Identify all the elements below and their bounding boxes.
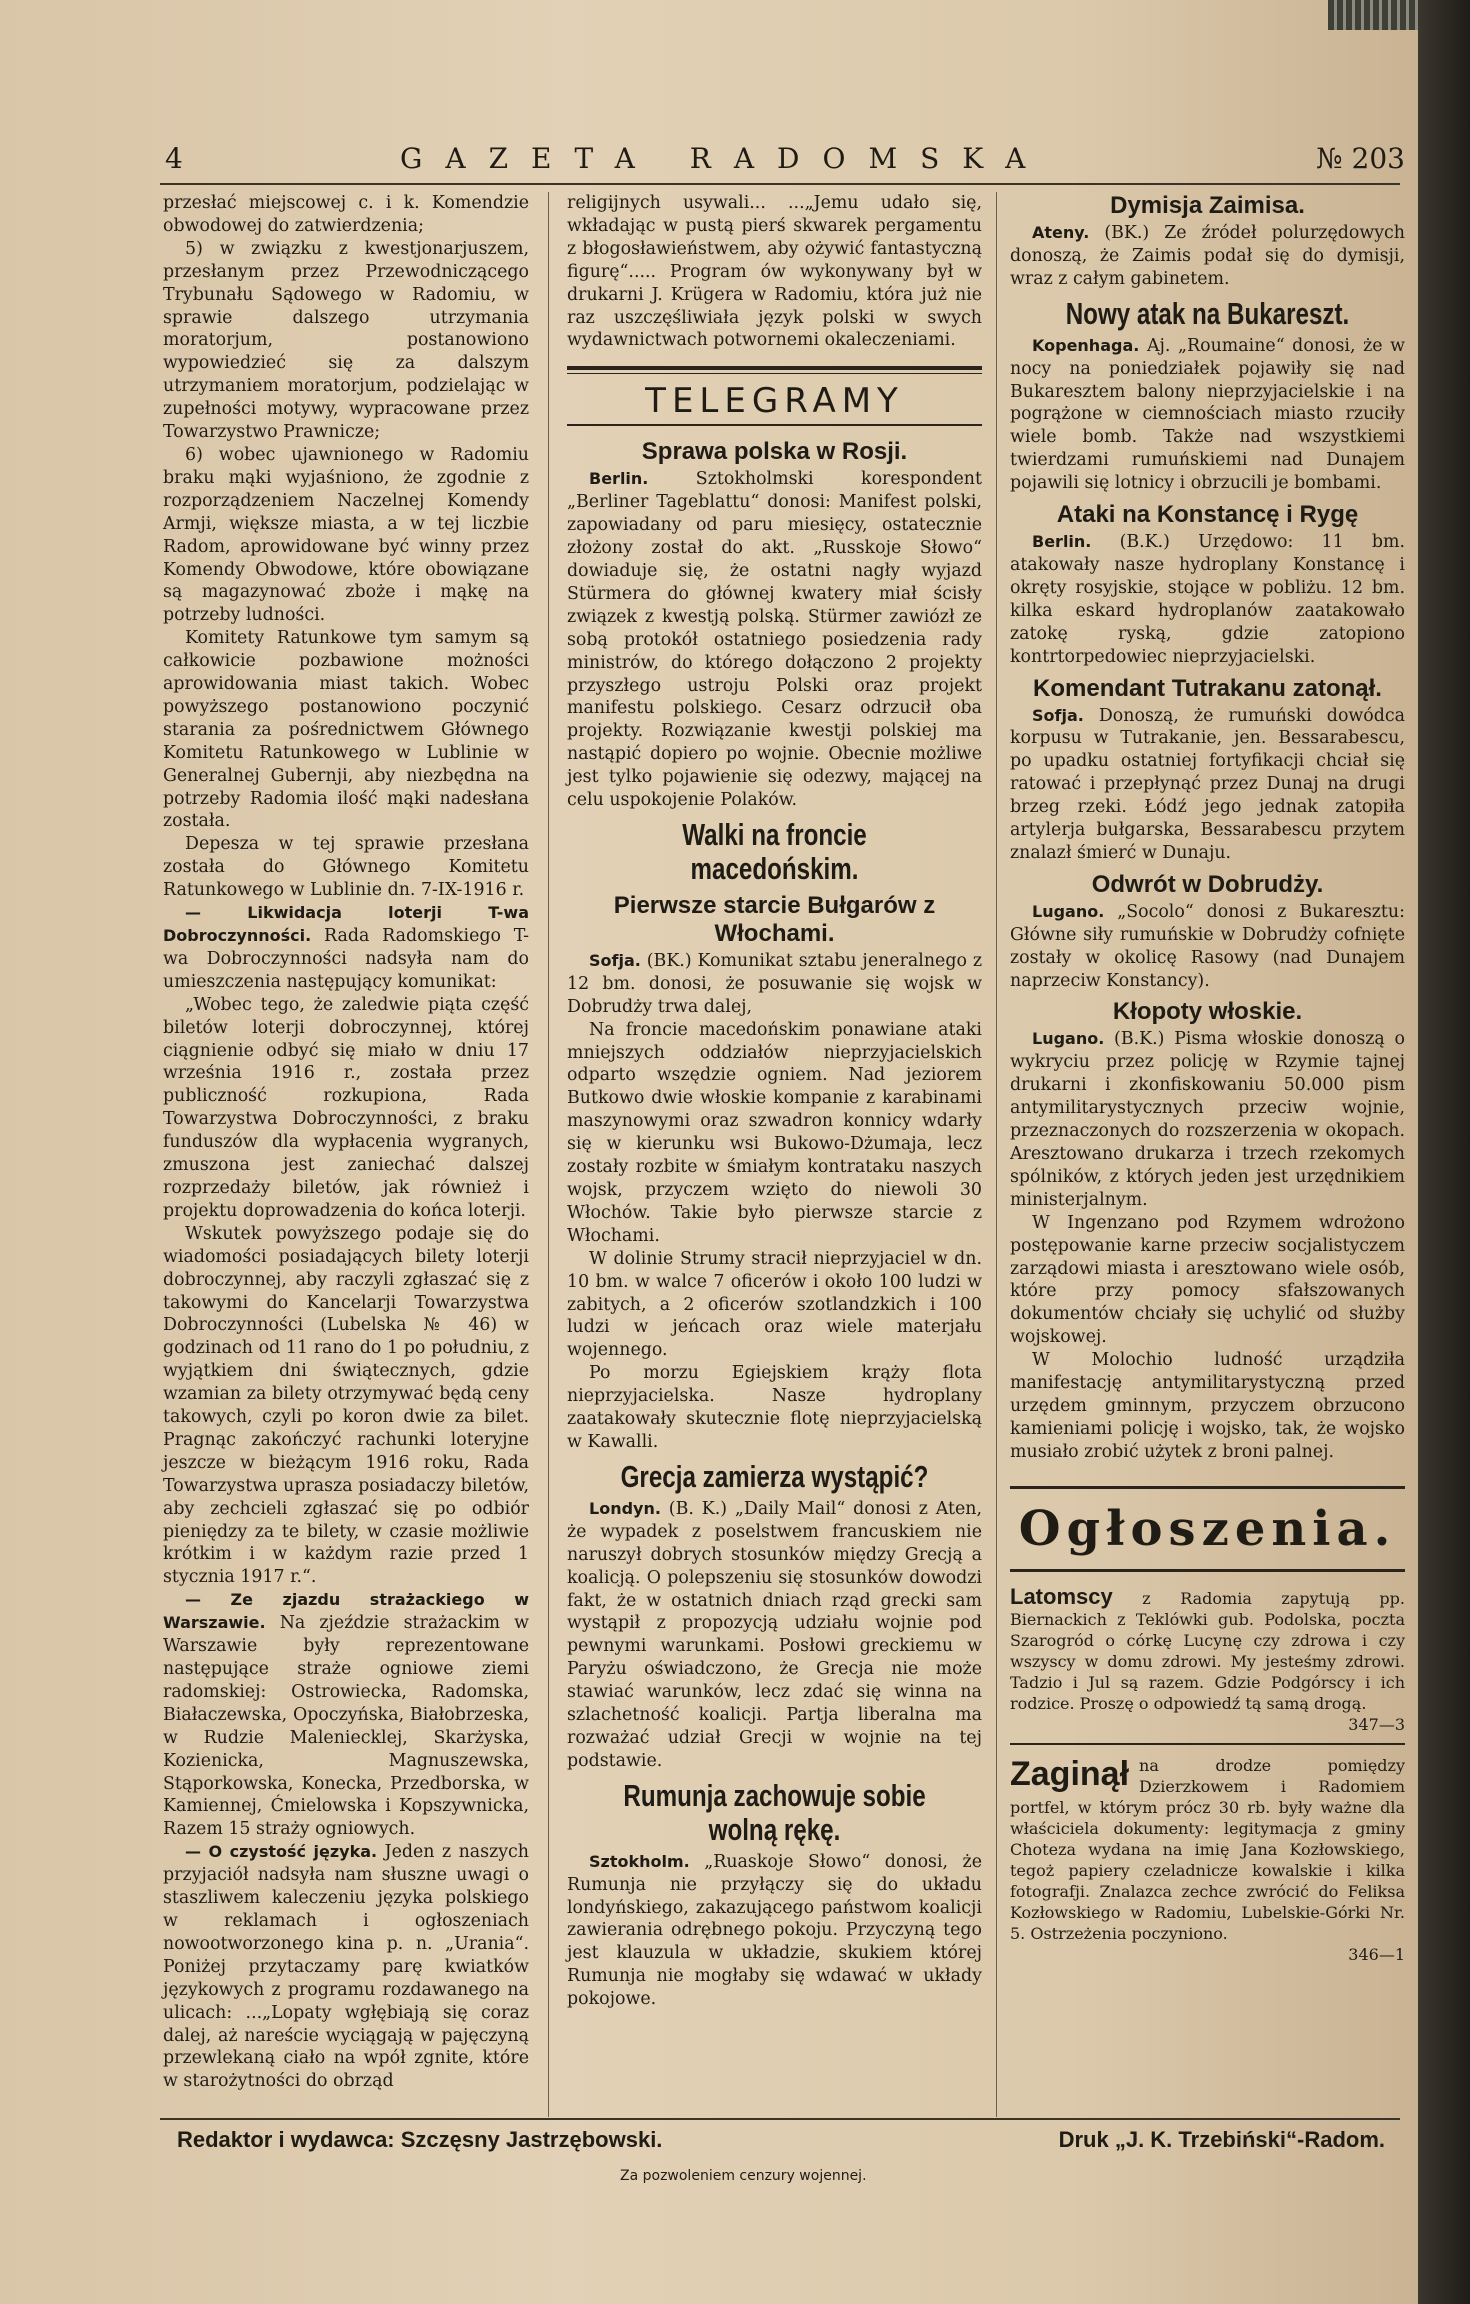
footer-rule	[160, 2118, 1400, 2120]
paragraph: Depesza w tej sprawie przesłana została do Głównego Komitetu Ratunkowego w Lublinie dn. 7-IX-1916 r.	[163, 834, 529, 901]
item-text: Jeden z naszych przyjaciół nadsyła nam słuszne uwagi o staszliwem kaleczeniu języka polskiego w reklamach i ogłoszeniach nowootworzonego kina p. n. „Urania“. Poniżej przytaczamy parę kwiatków językowych z programu rozdawanego na ulicach: ...„Lopaty wgłębiają się coraz dalej, aż nareście wyciągają w pajęczyną przewlekaną ciało na wpół zgnite, które w starożytności do obrząd	[163, 1842, 529, 2092]
item-heading: — Ze zjazdu strażackiego w Warszawie.	[163, 1590, 529, 1633]
article-text	[1010, 1028, 1405, 1211]
item-heading: — O czystość języka.	[185, 1842, 378, 1862]
printer-line: Druk „J. K. Trzebiński“-Radom.	[1058, 2127, 1385, 2152]
page-number: 4	[165, 142, 183, 175]
editor-line: Redaktor i wydawca: Szczęsny Jastrzębowski.	[177, 2127, 663, 2152]
column-2	[567, 192, 982, 2011]
page-footer	[165, 2127, 1405, 2157]
dateline: Lugano.	[1032, 901, 1105, 921]
ogloszenia-title: Ogłoszenia.	[1018, 1500, 1397, 1557]
news-item	[163, 1841, 529, 2093]
column-divider	[996, 192, 997, 2117]
issue-number: № 203	[1316, 142, 1405, 175]
article-body: Sztokholmski korespondent „Berliner Tageblattu“ donosi: Manifest polski, zapowiadany od paru miesięcy, ostatecznie złożony został do akt. „Russkoje Słowo“ dowiaduje się, że ostatni nagły wyjazd Stürmera do głównej kwatery miał ścisły związek z kwestją polską. Stürmer zawiózł ze sobą protokół ostatniego posiedzenia rady ministrów, do którego dołączono 2 projekty przyszłego ustroju Polski oraz projekt manifestu polskiego. Cesarz odrzucił oba projekty. Rozwiązanie kwestji polskiej ma nastąpić dopiero po wojnie. Obecnie możliwe jest tylko pojawienie się odezwy, mającej na celu uspokojenie Polaków.	[567, 469, 982, 811]
ad-number: 347—3	[1348, 1714, 1405, 1734]
ad-heading: Zaginął	[1010, 1754, 1130, 1793]
article-body: (B. K.) „Daily Mail“ donosi z Aten, że wypadek z poselstwem francuskiem nie naruszył dobrych stosunków między Grecją a koalicją. O polepszeniu się stosunków dowodzi fakt, że w ostatnich dniach rząd grecki sam wystąpił z propozycją udziału wojnie pod pewnymi warunkami. Posłowi greckiemu w Paryżu oświadczono, że Grecja nie może stawiać warunków, lecz zdać się winna na szlachetność koalicji. Partja liberalna ma rozważać udział Grecji w wojnie na tej podstawie.	[567, 1498, 982, 1771]
article-heading: Ataki na Konstancę i Rygę	[1056, 501, 1359, 529]
dateline: Kopenhaga.	[1032, 335, 1140, 355]
section-rule	[567, 366, 982, 374]
article-heading: Grecja zamierza wystąpić?	[620, 1458, 929, 1494]
header-rule	[160, 183, 1400, 185]
ad-heading: Latomscy	[1010, 1583, 1113, 1609]
page-edge-shadow	[1418, 0, 1470, 2304]
article-subheading: Pierwsze starcie Bułgarów z Włochami.	[613, 891, 936, 947]
dateline: Sofja.	[589, 950, 641, 970]
article-text	[1010, 705, 1405, 865]
paragraph: Po morzu Egiejskiem krąży flota nieprzyjacielska. Nasze hydroplany zaatakowały skutecznie flotę nieprzyjacielską w Kawalli.	[567, 1363, 982, 1452]
dateline: Berlin.	[1032, 532, 1092, 552]
article-body: (B.K.) Urzędowo: 11 bm. atakowały nasze hydroplany Konstancę i okręty rosyjskie, stojące w pobliżu. 12 bm. kilka eskard hydroplanów zaatakowało zatokę ryską, gdzie zatopiono kontrtorpedowiec nieprzyjacielski.	[1010, 532, 1405, 667]
article-body: Aj. „Roumaine“ donosi, że w nocy na poniedziałek pojawiły się nad Bukaresztem balony nieprzyjacielskie i na pogrążone w ciemnościach miasto rzuciły wiele bomb. Także nad wszystkiemi twierdzami rumuńskiemi nad Dunajem pojawili się lotnicy i obrzucili je bombami.	[1010, 335, 1406, 494]
paragraph: przesłać miejscowej c. i k. Komendzie obwodowej do zatwierdzenia;	[163, 193, 529, 236]
article-text	[567, 950, 982, 1019]
news-item	[163, 902, 529, 994]
ad-number: 346—1	[1348, 1944, 1405, 1964]
ad-text: na drodze pomiędzy Dzierzkowem i Radomiem portfel, w którym prócz 30 rb. były ważne dla właściciela dokumenty: legitymacja z gminy Choteza wydana na imię Jana Kozłowskiego, tegoż papiery czeladnicze kowalskie i kilka fotografji. Znalazca zechce zwrócić do Feliksa Kozłowskiego w Radomiu, Lubelskie-Górki Nr. 5. Ostrzeżenia poczyniono.	[1010, 1755, 1405, 1943]
ad-text: z Radomia zapytują pp. Biernackich z Teklówki gub. Podolska, poczta Szarogród o córkę Lucynę czy zdrowa i czy wszyscy w domu zdrowi. My jesteśmy zdrowi. Tadzio i Jul są razem. Gdzie Podgórscy i ich rodzice. Proszę o odpowiedź tą samą drogą.	[1010, 1588, 1405, 1713]
article-text	[1010, 531, 1405, 668]
article-heading: Rumunja zachowuje sobie wolną rękę.	[623, 1777, 926, 1847]
dateline: Londyn.	[589, 1498, 661, 1518]
article-body: „Ruaskoje Słowo“ donosi, że Rumunja nie przyłączy się do układu londyńskiego, zakazującego państwom koalicji zawierania odrębnego pokoju. Przyczyną tego jest klauzula w układzie, skukiem której Rumunja nie mogłaby się wdawać w układy pokojowe.	[567, 1851, 982, 2010]
binding-strip	[1328, 0, 1418, 30]
dateline: Berlin.	[589, 469, 649, 489]
article-heading: Nowy atak na Bukareszt.	[1065, 295, 1350, 331]
article-text	[567, 1498, 982, 1773]
column-3	[1010, 192, 1405, 1965]
ads-section-heading	[1010, 1486, 1405, 1572]
paragraph: 6) wobec ujawnionego w Radomiu braku mąki wyjaśniono, że zgodnie z rozporządzeniem Naczelnej Komendy Armji, większe miasta, a w tej liczbie Radom, aprowidowane być winny przez Komendy Obwodowe, które obowiązane są magazynować zboże i mąkę na potrzeby ludności.	[163, 444, 529, 626]
paragraph: W Molochio ludność urządziła manifestację antymilitarystyczną przed urzędem gminnym, przyczem obrzucono kamieniami policję i wojsko, tak, że wojsko musiało zrobić użytek z broni palnej.	[1010, 1350, 1405, 1462]
paragraph: W dolinie Strumy stracił nieprzyjaciel w dn. 10 bm. w walce 7 oficerów i około 100 ludzi w zabitych, a 2 oficerów szotlandzkich i 100 ludzi w jeńcach oraz wiele materjału wojennego.	[567, 1248, 982, 1361]
article-body: „Socolo“ donosi z Bukaresztu: Główne siły rumuńskie w Dobrudży cofnięte zostały w okolicę Rasowy (nad Dunajem naprzeciw Konstancy).	[1010, 901, 1405, 991]
masthead: GAZETA RADOMSKA	[400, 142, 1049, 175]
article-body: Donoszą, że rumuński dowódca korpusu w Tutrakanie, jen. Bessarabescu, po upadku ostatniej fortyfikacji chciał się ratować i przepłynąć przez Dunaj na drugi brzeg rzeki. Łódź jego jednak zatopiła artylerja bułgarska, Bessarabescu przytem znalazł śmierć w Dunaju.	[1010, 705, 1406, 863]
article-text	[1010, 335, 1405, 495]
paragraph: religijnych usywali... ...„Jemu udało się, wkładając w pustą pierś skwarek pergamentu z błogosławieństwem, aby ożywić fantastyczną figurę“..... Program ów wykonywany był w drukarni J. Krügera w Radomiu, która już nie raz uszczęśliwiała język polski w swych wydawnictwach potwornemi okaleczeniami.	[567, 193, 982, 351]
news-item	[163, 1589, 529, 1841]
telegramy-heading: TELEGRAMY	[645, 381, 904, 422]
article-text	[567, 468, 982, 812]
article-body: (B.K.) Pisma włoskie donoszą o wykryciu przez policję w Rzymie tajnej drukarni i zkonfiskowaniu 50.000 pism antymilitarystycznych przeciw wojnie, przeznaczonych do rozszerzenia w okopach. Aresztowano drukarza i trzech rzekomych spólników, z których jeden jest urzędnikiem ministerjalnym.	[1010, 1029, 1405, 1210]
article-heading: Kłopoty włoskie.	[1112, 998, 1303, 1026]
dateline: Lugano.	[1032, 1029, 1105, 1049]
ad-rule	[1010, 1743, 1405, 1745]
article-heading: Dymisja Zaimisa.	[1110, 192, 1305, 219]
article-body: (BK.) Ze źródeł polurzędowych donoszą, że Zaimis podał się do dymisji, wraz z całym gabinetem.	[1010, 223, 1405, 289]
item-text: Rada Radomskiego T-wa Dobroczynności nadsyła nam do umieszczenia następujący komunikat:	[163, 926, 529, 992]
paragraph: W Ingenzano pod Rzymem wdrożono postępowanie karne przeciw socjalistyczem zarządowi miasta i aresztowano wiele osób, które przy pomocy sfałszowanych dokumentów chciały się uchylić od służby wojskowej.	[1010, 1212, 1405, 1348]
dateline: Sofja.	[1032, 705, 1084, 725]
classified-ad	[1010, 1583, 1405, 1714]
article-heading: Komendant Tutrakanu zatonął.	[1033, 674, 1382, 702]
page-header	[165, 142, 1405, 182]
item-heading: — Likwidacja loterji T-wa Dobroczynności.	[163, 903, 529, 945]
paragraph: Na froncie macedońskim ponawiane ataki mniejszych oddziałów nieprzyjacielskich odparto wszędzie ogniem. Nad jeziorem Butkowo dwie włoskie kompanie z karabinami maszynowymi oraz szwadron konnicy wdarły się w kierunku wsi Bukowo-Dżumaja, lecz zostały rozbite w śmiałym kontrataku naszych wojsk, przyczem wzięto do niewoli 30 Włochów. Takie było pierwsze starcie z Włochami.	[567, 1019, 982, 1246]
classified-ad	[1010, 1755, 1405, 1944]
article-heading: Sprawa polska w Rosji.	[641, 438, 908, 466]
paragraph: „Wobec tego, że zaledwie piąta część biletów loterji dobroczynnej, której ciągnienie odbyć się miało w dniu 17 września 1916 r., została przez publiczność rozkupiona, Rada Towarzystwa Dobroczynności, z braku funduszów dla wypłacenia wygranych, zmuszona jest zaniechać dalszej rozprzedaży biletów, jak również i projektu doprowadzenia do końca loterji.	[163, 994, 529, 1221]
item-text: Na zjeździe strażackim w Warszawie były reprezentowane następujące straże ogniowe ziemi radomskiej: Ostrowiecka, Radomska, Białaczewska, Opoczyńska, Białobrzeska, w Rudzie Maleniecklej, Skarżyska, Kozienicka, Magnuszewska, Stąporkowska, Konecka, Przedborska, w Kamiennej, Ćmielowska i Kopszywnicka, Razem 15 straży ogniowych.	[163, 1613, 530, 1840]
article-heading: Walki na froncie macedońskim.	[682, 816, 867, 886]
paragraph: 5) w związku z kwestjonarjuszem, przesłanym przez Przewodniczącego Trybunału Sądowego w Radomiu, w sprawie dalszego utrzymania moratorjum, postanowiono wypowiedzieć się za dalszym utrzymaniem moratorjum, podzielając w zupełności motywy, wypracowane przez Towarzystwo Prawnicze;	[163, 238, 529, 443]
article-text	[567, 1851, 982, 2011]
article-text	[1010, 901, 1405, 993]
dateline: Sztokholm.	[589, 1851, 690, 1871]
column-1	[163, 192, 529, 2093]
dateline: Ateny.	[1032, 223, 1090, 242]
paragraph: Komitety Ratunkowe tym samym są całkowicie pozbawione możności aprowidowania miast takich. Wobec powyższego postanowiono poczynić starania za pośrednictwem Głównego Komitetu Ratunkowego w Lublinie w Generalnej Gubernji, aby niezbędna na potrzeby Radomia ilość mąki nadesłana została.	[163, 628, 529, 832]
paragraph: Wskutek powyższego podaje się do wiadomości posiadających bilety loterji dobroczynnej, aby raczyli zgłaszać się z takowymi do Kancelarji Towarzystwa Dobroczynności (Lubelska № 46) w godzinach od 11 rano do 1 po południu, z wyjątkiem dni świątecznych, gdzie wzamian za bilety otrzymywać będą ceny takowych, czyli po koron dwie za bilet. Pragnąc zakończyć rachunki loteryjne jeszcze w bieżącym 1916 roku, Rada Towarzystwa uprasza posiadaczy biletów, aby zechcieli zgłaszać się po odbiór pieniędzy za te bilety, w czasie możliwie krótkim i w każdym razie przed 1 stycznia 1917 r.“.	[163, 1223, 529, 1588]
censorship-note: Za pozwoleniem cenzury wojennej.	[620, 2168, 867, 2184]
article-text	[1010, 222, 1405, 291]
article-body: (BK.) Komunikat sztabu jeneralnego z 12 bm. donosi, że posuwanie się wojsk w Dobrudży trwa dalej,	[567, 950, 983, 1017]
column-divider	[548, 192, 549, 2117]
section-rule	[567, 424, 982, 426]
article-heading: Odwrót w Dobrudży.	[1091, 870, 1324, 898]
